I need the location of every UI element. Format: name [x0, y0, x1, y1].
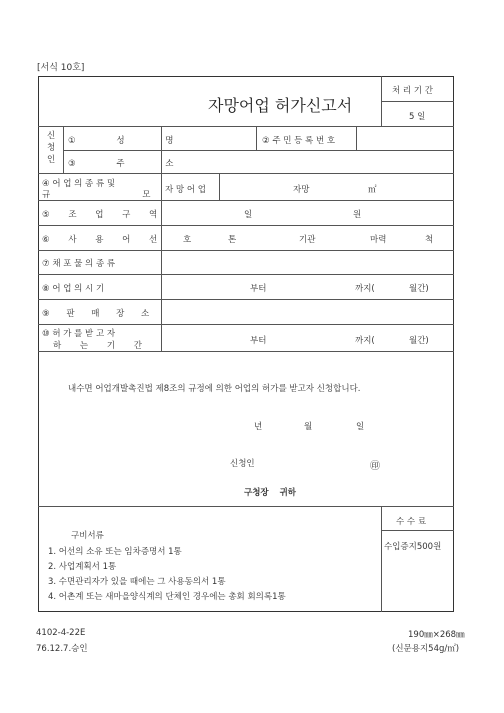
fee-value: 수입증지500원	[384, 542, 442, 552]
permit-from: 부터	[250, 336, 267, 346]
paper-type: (신문용지54g/㎡)	[392, 644, 460, 654]
id-number-label: ② 주 민 등 록 번 호	[262, 136, 336, 146]
sales-place-label: ⑨ 판 매 장 소	[42, 309, 150, 319]
area-unit-il: 일	[244, 210, 253, 220]
sales-place-field[interactable]	[162, 300, 453, 323]
date-month: 월	[304, 422, 313, 432]
applicant-signature-label: 신청인	[230, 459, 255, 469]
net-label: 자망	[293, 185, 310, 195]
seal-mark: ㊞	[370, 461, 380, 472]
applicant-side-label: 신 청 인	[47, 131, 56, 165]
vessel-ho: 호	[183, 235, 192, 245]
date-year: 년	[254, 422, 263, 432]
declaration-text: 내수면 어업개발촉진법 제8조의 규정에 의한 어업의 허가를 받고자 신청합니다.	[68, 384, 361, 394]
document-item: 3. 수면관리자가 있을 때에는 그 사용동의서 1통	[48, 577, 226, 587]
fishery-type-value: 자 망 어 업	[165, 185, 206, 195]
season-months: 월간)	[409, 284, 429, 294]
addressee: 구청장 귀하	[244, 488, 297, 498]
vessel-count: 척	[425, 235, 434, 245]
vessel-engine: 기관	[299, 235, 316, 245]
id-number-field[interactable]	[357, 127, 453, 149]
season-to: 까지(	[355, 284, 375, 294]
vessel-ton: 톤	[228, 235, 237, 245]
area-unit-won: 원	[353, 210, 362, 220]
vessel-hp: 마력	[370, 235, 387, 245]
fishing-season-label: ⑧ 어 업 의 시 기	[42, 284, 105, 294]
form-number: [서식 10호]	[37, 63, 85, 73]
catch-species-label: ⑦ 채 포 물 의 종 류	[42, 259, 116, 269]
document-item: 1. 어선의 소유 또는 임차증명서 1통	[48, 547, 182, 557]
vessel-label: ⑥ 사 용 어 선	[42, 235, 158, 245]
address-field[interactable]	[162, 151, 453, 172]
area-unit: ㎡	[368, 185, 377, 195]
name-label: ① 성 명	[68, 136, 174, 146]
fee-label: 수 수 료	[396, 517, 427, 527]
paper-size: 190㎜×268㎜	[408, 630, 465, 640]
catch-species-field[interactable]	[162, 251, 453, 273]
processing-label: 처 리 기 간	[392, 86, 433, 96]
permit-period-label-2: 하 는 기 간	[53, 341, 142, 351]
processing-value: 5 일	[409, 112, 426, 122]
document-item: 2. 사업계획서 1통	[48, 562, 117, 572]
form-title: 자망어업 허가신고서	[208, 96, 353, 115]
date-day: 일	[356, 422, 365, 432]
fishery-scale-label: 규 모	[42, 190, 151, 200]
approval-date: 76.12.7.승인	[36, 644, 88, 654]
permit-to: 까지(	[355, 336, 375, 346]
permit-period-label: ⑩ 허 가 를 받 고 자	[42, 329, 116, 339]
fishing-area-label: ⑤ 조 업 구 역	[42, 210, 158, 220]
name-field[interactable]	[162, 127, 255, 149]
fishery-type-label: ④ 어 업 의 종 류 및	[42, 179, 116, 189]
permit-months: 월간)	[409, 336, 429, 346]
documents-title: 구비서류	[71, 531, 104, 541]
season-from: 부터	[250, 284, 267, 294]
address-label: ③ 주 소	[68, 159, 174, 169]
document-item: 4. 어촌계 또는 새마을양식계의 단체인 경우에는 총회 회의록1통	[48, 592, 286, 602]
form-code: 4102-4-22E	[36, 628, 86, 638]
